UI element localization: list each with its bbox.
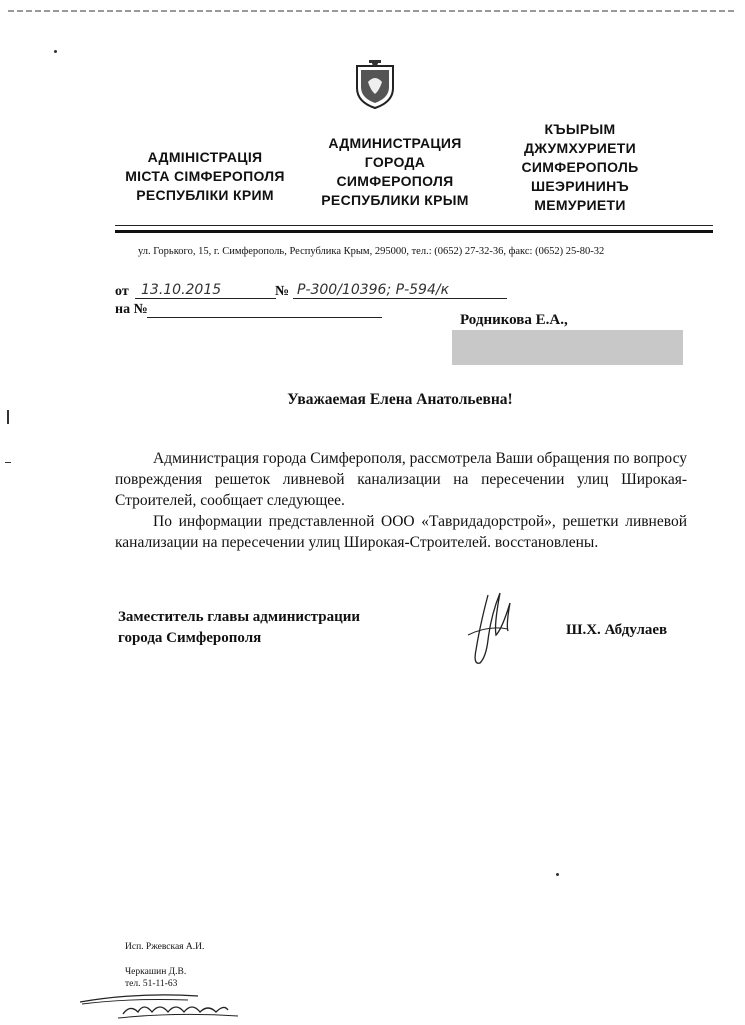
header-crimean-tatar-line: ШЕЭРИНИНЪ (531, 178, 629, 194)
scan-dot (54, 50, 57, 53)
header-crimean-tatar-line: ДЖУМХУРИЕТИ (523, 140, 637, 156)
signatory-position-line: Заместитель главы администрации (118, 609, 361, 625)
date-number-row (115, 282, 535, 302)
body-paragraph-1-text: Администрация города Симферополя, рассмотрела Ваши обращения по вопросу повреждения решеток ливневой канализации на пересечении улиц Широкая-Строителей, сообщает следующее. (115, 450, 687, 509)
signatory-position-line: города Симферополя (118, 630, 262, 646)
header-rule-thick (115, 230, 713, 233)
body-paragraph-2-text: По информации представленной ООО «Тавридадорстрой», решетки ливневой канализации на пересечении улиц Широкая-Строителей. восстановлены. (115, 513, 687, 551)
body-paragraph-1 (115, 448, 687, 511)
header-ukrainian-line: АДМІНІСТРАЦІЯ (147, 149, 263, 165)
salutation: Уважаемая Елена Анатольевна! (287, 391, 513, 408)
number-label: № (275, 284, 290, 299)
address-line: ул. Горького, 15, г. Симферополь, Республика Крым, 295000, тел.: (0652) 27-32-36, факс: (0652) 25-80-32 (138, 246, 605, 257)
header-crimean-tatar-line: КЪЫРЫМ (544, 121, 616, 137)
header-russian-line: ГОРОДА (364, 154, 426, 170)
header-rule-thin (115, 225, 713, 226)
from-date: 13.10.2015 (135, 282, 276, 299)
handwritten-initials (78, 990, 258, 1020)
header-russian-line: АДМИНИСТРАЦИЯ (328, 135, 462, 151)
scan-dot (556, 873, 559, 876)
header-russian (300, 134, 490, 210)
header-crimean-tatar (495, 120, 665, 215)
margin-mark (5, 462, 11, 463)
reference-field (147, 316, 382, 318)
reference-row (115, 302, 395, 322)
header-russian-line: РЕСПУБЛИКИ КРЫМ (321, 192, 469, 208)
header-ukrainian-line: МІСТА СІМФЕРОПОЛЯ (125, 168, 285, 184)
recipient-name: Родникова Е.А., (460, 312, 568, 328)
header-ukrainian-line: РЕСПУБЛІКИ КРИМ (136, 187, 274, 203)
signatory-name: Ш.Х. Абдулаев (566, 622, 668, 638)
header-russian-line: СИМФЕРОПОЛЯ (336, 173, 454, 189)
body-paragraph-2 (115, 511, 687, 553)
recipient-address-redacted (452, 330, 683, 365)
contact-name: Черкашин Д.В. (125, 967, 187, 977)
coat-of-arms-emblem (354, 58, 396, 110)
handwritten-signature (458, 585, 528, 675)
outgoing-number: Р-300/10396; Р-594/к (293, 282, 507, 299)
scan-edge-top (8, 10, 735, 12)
header-crimean-tatar-line: МЕМУРИЕТИ (534, 197, 626, 213)
margin-mark (7, 410, 9, 424)
reference-label: на № (115, 302, 148, 317)
contact-phone: тел. 51-11-63 (125, 979, 178, 989)
signatory-position (118, 607, 360, 649)
from-label: от (115, 284, 129, 299)
header-ukrainian (110, 148, 300, 205)
executor-note: Исп. Ржевская А.И. (125, 942, 205, 952)
header-crimean-tatar-line: СИМФЕРОПОЛЬ (521, 159, 639, 175)
